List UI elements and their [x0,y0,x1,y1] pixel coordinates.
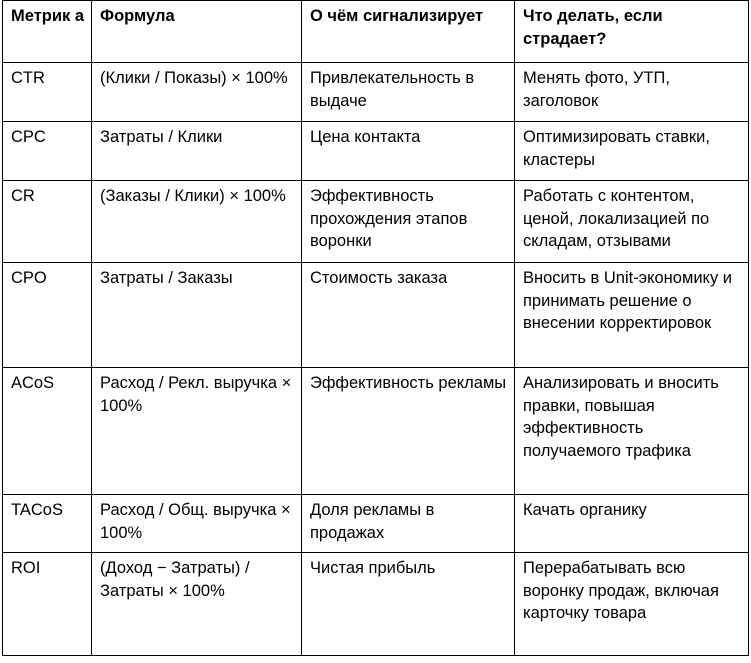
header-action: Что делать, если страдает? [515,1,749,63]
formula-cell: (Заказы / Клики) × 100% [92,181,302,263]
header-signal: О чём сигнализирует [302,1,515,63]
metric-cell: CR [3,181,92,263]
signal-cell: Чистая прибыль [302,553,515,656]
table-row [3,495,749,553]
formula-cell: Расход / Рекл. выручка × 100% [92,368,302,495]
header-formula: Формула [92,1,302,63]
table-row [3,553,749,656]
signal-cell: Цена контакта [302,122,515,181]
formula-cell: Расход / Общ. выручка × 100% [92,495,302,553]
signal-cell: Доля рекламы в продажах [302,495,515,553]
table-row [3,368,749,495]
table-row [3,263,749,368]
formula-cell: (Клики / Показы) × 100% [92,63,302,122]
metrics-table [2,0,749,656]
signal-cell: Привлекательность в выдаче [302,63,515,122]
metric-cell: ROI [3,553,92,656]
table-row [3,63,749,122]
action-cell: Работать с контентом, ценой, локализацией по складам, отзывами [515,181,749,263]
metric-cell: TACoS [3,495,92,553]
action-cell: Качать органику [515,495,749,553]
action-cell: Вносить в Unit-экономику и принимать решение о внесении корректировок [515,263,749,368]
action-cell: Перерабатывать всю воронку продаж, включая карточку товара [515,553,749,656]
table-row [3,181,749,263]
signal-cell: Эффективность рекламы [302,368,515,495]
metric-cell: ACoS [3,368,92,495]
table-header-row [3,1,749,63]
action-cell: Оптимизировать ставки, кластеры [515,122,749,181]
signal-cell: Эффективность прохождения этапов воронки [302,181,515,263]
metric-cell: CTR [3,63,92,122]
header-metric: Метрик а [3,1,92,63]
metric-cell: CPO [3,263,92,368]
formula-cell: Затраты / Заказы [92,263,302,368]
signal-cell: Стоимость заказа [302,263,515,368]
formula-cell: Затраты / Клики [92,122,302,181]
metric-cell: CPC [3,122,92,181]
table-row [3,122,749,181]
formula-cell: (Доход − Затраты) / Затраты × 100% [92,553,302,656]
action-cell: Менять фото, УТП, заголовок [515,63,749,122]
action-cell: Анализировать и вносить правки, повышая эффективность получаемого трафика [515,368,749,495]
